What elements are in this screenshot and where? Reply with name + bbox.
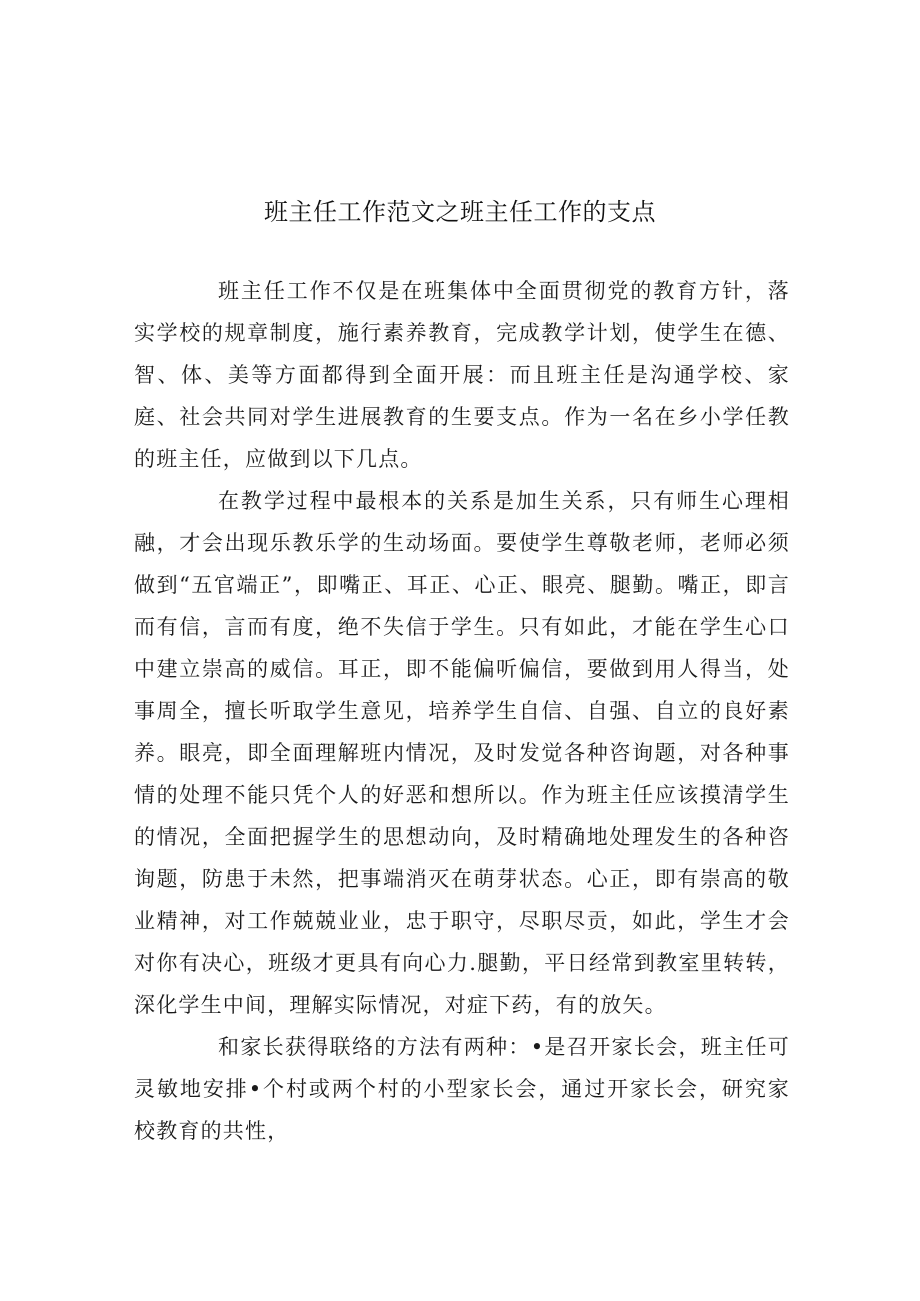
paragraph-2: 在教学过程中最根本的关系是加生关系，只有师生心理相融，才会出现乐教乐学的生动场面。要使学生尊敬老师，老师必须做到“五官端正”，即嘴正、耳正、心正、眼亮、腿勤。嘴正，即言而有信，言而有度，绝不失信于学生。只有如此，才能在学生心口中建立崇高的威信。耳正，即不能偏听偏信，要做到用人得当，处事周全，擅长听取学生意见，培养学生自信、自强、自立的良好素养。眼亮，即全面理解班内情况，及时发觉各种咨询题，对各种事情的处理不能只凭个人的好恶和想所以。作为班主任应该摸清学生的情况，全面把握学生的思想动向，及时精确地处理发生的各种咨询题，防患于未然，把事端消灭在萌芽状态。心正，即有崇高的敬业精神，对工作兢兢业业，忠于职守，尽职尽贡，如此，学生才会对你有决心，班级才更具有向心力.腿勤，平日经常到教室里转转，深化学生中间，理解实际情况，对症下药，有的放矢。 (134, 489, 790, 1017)
document-title: 班主任工作范文之班主任工作的支点 (264, 198, 656, 226)
document-body (134, 270, 790, 1152)
paragraph-3: 和家长获得联络的方法有两种：•是召开家长会，班主任可灵敏地安排•个村或两个村的小型家长会，通过开家长会，研究家校教育的共性， (134, 1035, 790, 1143)
paragraph-1: 班主任工作不仅是在班集体中全面贯彻党的教育方针，落实学校的规章制度，施行素养教育，完成教学计划，使学生在德、智、体、美等方面都得到全面开展：而且班主任是沟通学校、家庭、社会共同对学生进展教育的生要支点。作为一名在乡小学任教的班主任，应做到以下几点。 (134, 279, 790, 471)
